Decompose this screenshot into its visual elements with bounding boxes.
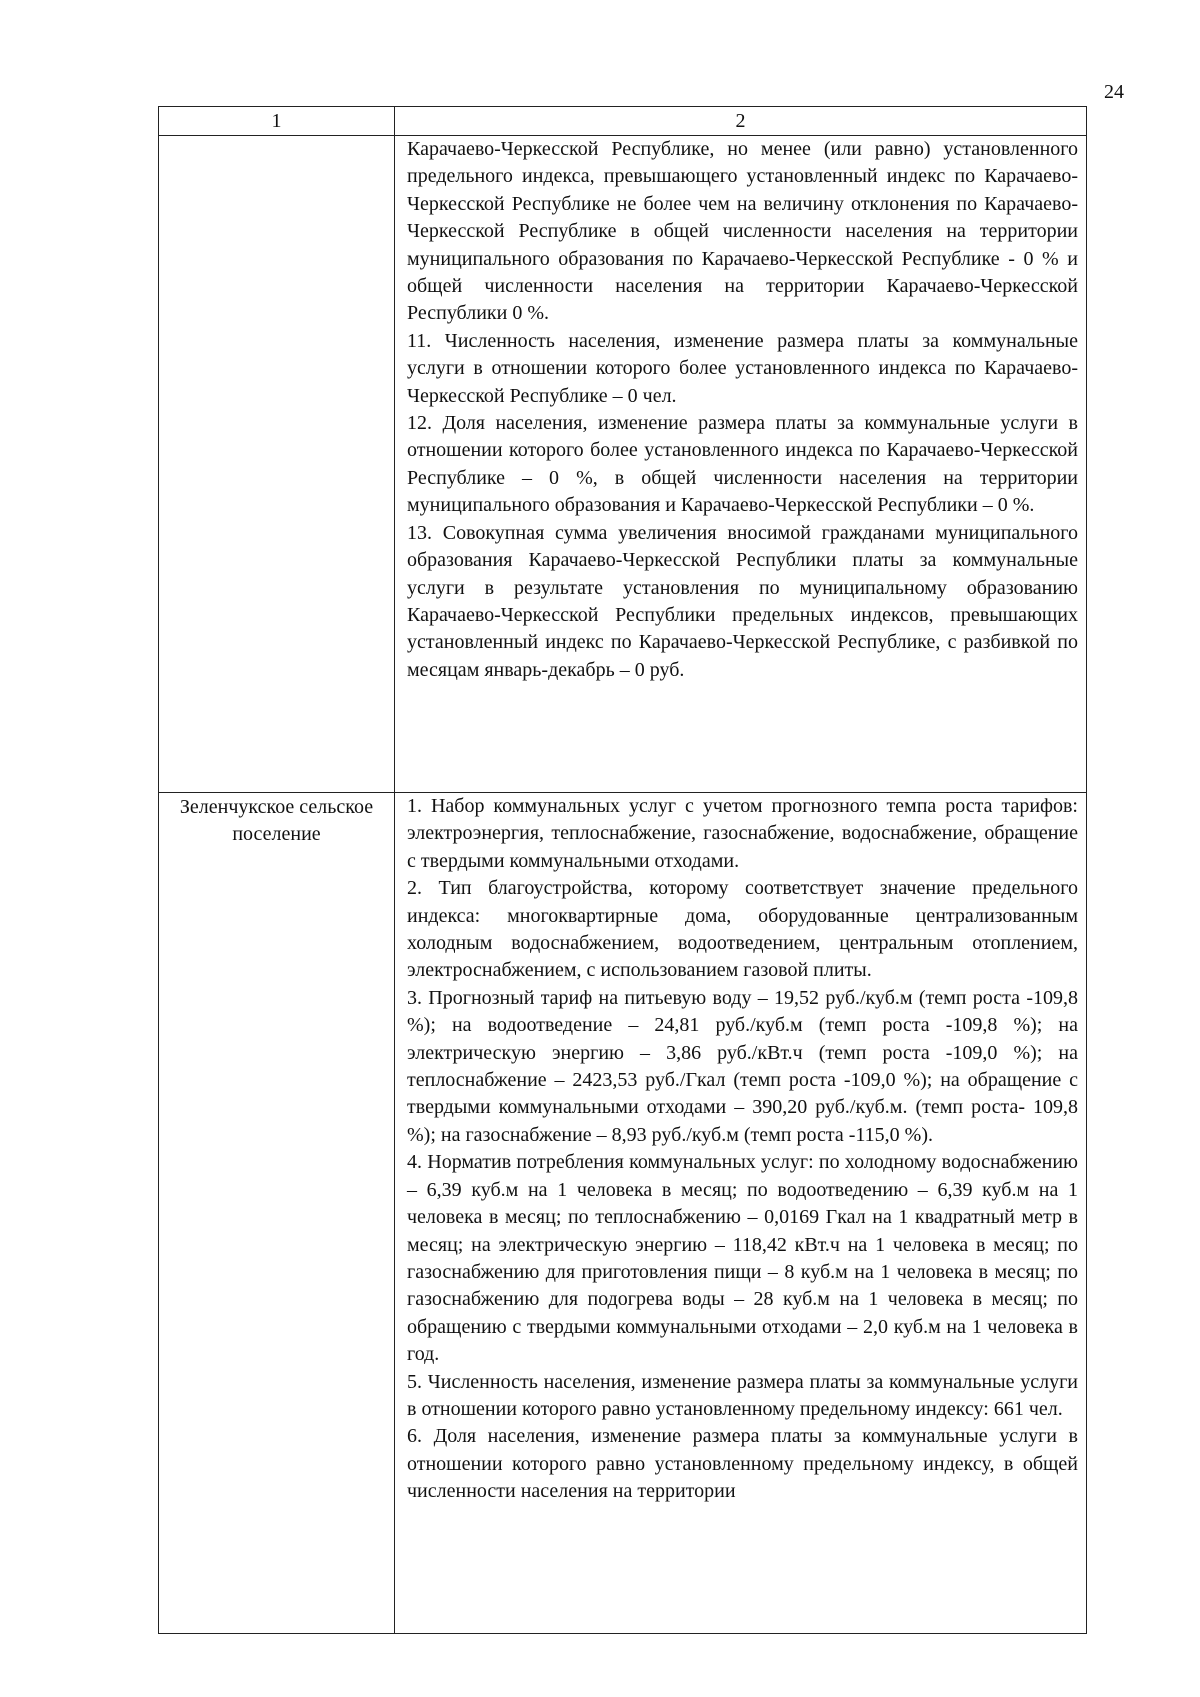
paragraph-item-12: 12. Доля населения, изменение размера платы за коммунальные услуги в отношении которого более установленного индекса по Карачаево-Черкесской Республике – 0 %, в общей численности населения на территории муниципального образования и Карачаево-Черкесской Республики – 0 %.: [407, 412, 1078, 517]
paragraph-item-1: 1. Набор коммунальных услуг с учетом прогнозного темпа роста тарифов: электроэнергия, теплоснабжение, газоснабжение, водоснабжение, обращение с твердыми коммунальными отходами.: [407, 795, 1078, 872]
paragraph-item-5: 5. Численность населения, изменение размера платы за коммунальные услуги в отношении которого равно установленному предельному индексу: 661 чел.: [407, 1370, 1078, 1420]
region-cell: Зеленчукское сельское поселение: [159, 793, 395, 1634]
column-header-2: 2: [395, 107, 1087, 136]
paragraph-item-6: 6. Доля населения, изменение размера платы за коммунальные услуги в отношении которого равно установленному предельному индексу, в общей численности населения на территории: [407, 1425, 1078, 1503]
region-cell: [159, 136, 395, 793]
paragraph-item-13: 13. Совокупная сумма увеличения вносимой гражданами муниципального образования Карачаево-Черкесской Республики платы за коммунальные услуги в результате установления по муниципальному образованию Карачаево-Черкесской Республики предельных индексов, превышающих установленный индекс по Карачаево-Черкесской Республике, с разбивкой по месяцам январь-декабрь – 0 руб.: [407, 521, 1078, 681]
table-header-row: [159, 107, 1087, 136]
paragraph-continuation: Карачаево-Черкесской Республике, но менее (или равно) установленного предельного индекса, превышающего установленный индекс по Карачаево-Черкесской Республике не более чем на величину отклонения по Карачаево-Черкесской Республике в общей численности населения на территории муниципального образования по Карачаево-Черкесской Республике - 0 % и общей численности населения на территории Карачаево-Черкесской Республики 0 %.: [407, 138, 1078, 325]
table-row: [159, 136, 1087, 793]
paragraph-item-11: 11. Численность населения, изменение размера платы за коммунальные услуги в отношении которого более установленного индекса по Карачаево-Черкесской Республике – 0 чел.: [407, 329, 1078, 407]
paragraph-item-2: 2. Тип благоустройства, которому соответствует значение предельного индекса: многоквартирные дома, оборудованные централизованным холодным водоснабжением, водоотведением, центральным отоплением, электроснабжением, с использованием газовой плиты.: [407, 877, 1078, 982]
content-cell: [395, 136, 1087, 793]
column-header-1: 1: [159, 107, 395, 136]
paragraph-item-4: 4. Норматив потребления коммунальных услуг: по холодному водоснабжению – 6,39 куб.м на 1 человека в месяц; по водоотведению – 6,39 куб.м на 1 человека в месяц; по теплоснабжению – 0,0169 Гкал на 1 квадратный метр в месяц; на электрическую энергию – 118,42 кВт.ч на 1 человека в месяц; по газоснабжению для приготовления пищи – 8 куб.м на 1 человека в месяц; по газоснабжению для подогрева воды – 28 куб.м на 1 человека в месяц; по обращению с твердыми коммунальными отходами – 2,0 куб.м на 1 человека в год.: [407, 1151, 1078, 1366]
document-table: [158, 106, 1087, 1634]
table-row: [159, 793, 1087, 1634]
content-cell: [395, 793, 1087, 1634]
paragraph-item-3: 3. Прогнозный тариф на питьевую воду – 19,52 руб./куб.м (темп роста -109,8 %); на водоотведение – 24,81 руб./куб.м (темп роста -109,8 %); на электрическую энергию – 3,86 руб./кВт.ч (темп роста -109,0 %); на теплоснабжение – 2423,53 руб./Гкал (темп роста -109,0 %); на обращение с твердыми коммунальными отходами – 390,20 руб./куб.м. (темп роста- 109,8 %); на газоснабжение – 8,93 руб./куб.м (темп роста -115,0 %).: [407, 986, 1078, 1146]
page-number: 24: [1104, 81, 1124, 103]
